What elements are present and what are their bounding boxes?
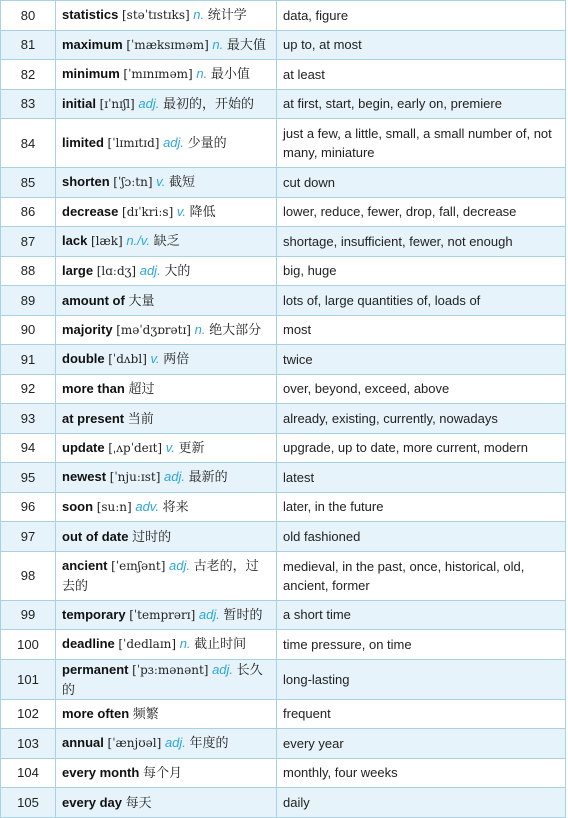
part-of-speech: adj. [163,135,185,150]
phonetic: [stəˈtɪstɪks] [122,8,190,23]
table-row [1,197,566,227]
row-number: 85 [1,168,56,198]
synonyms-cell: already, existing, currently, nowadays [277,404,566,434]
chinese-meaning: 每天 [125,794,152,810]
row-number: 82 [1,60,56,90]
word-cell [56,729,277,759]
table-row [1,286,566,316]
table-row [1,60,566,90]
row-number: 101 [1,659,56,699]
word-cell [56,345,277,375]
phonetic: [ˌʌpˈdeɪt] [108,440,163,455]
english-word: annual [62,735,104,751]
synonyms-cell: shortage, insufficient, fewer, not enough [277,227,566,257]
table-row [1,374,566,404]
table-row [1,433,566,463]
english-word: maximum [62,36,123,52]
word-cell [56,600,277,630]
chinese-meaning: 截短 [168,174,195,190]
phonetic: [dɪˈkriːs] [122,204,174,219]
chinese-meaning: 绝大部分 [209,321,262,337]
part-of-speech: adj. [212,661,234,677]
word-cell [56,788,277,818]
table-row [1,30,566,60]
row-number: 80 [1,1,56,31]
english-word: newest [62,469,107,485]
english-word: majority [62,321,113,337]
word-cell [56,374,277,404]
row-number: 98 [1,551,56,600]
part-of-speech: n./v. [126,233,150,249]
row-number: 102 [1,699,56,729]
row-number: 97 [1,522,56,552]
phonetic: [ˈdʌbl] [108,352,147,367]
phonetic: [ˈpɜːmənənt] [132,662,209,677]
chinese-meaning: 最大值 [226,36,266,52]
table-row [1,119,566,168]
table-row [1,168,566,198]
row-number: 86 [1,197,56,227]
english-word: limited [62,135,104,150]
chinese-meaning: 最新的 [188,469,228,485]
chinese-meaning: 将来 [162,498,189,514]
synonyms-cell: medieval, in the past, once, historical, old, ancient, former [277,551,566,600]
english-word: every day [62,794,122,810]
row-number: 104 [1,758,56,788]
word-cell [56,30,277,60]
word-cell [56,758,277,788]
part-of-speech: n. [194,321,206,337]
english-word: decrease [62,203,119,219]
synonyms-cell: latest [277,463,566,493]
synonyms-cell: old fashioned [277,522,566,552]
row-number: 105 [1,788,56,818]
word-cell [56,630,277,660]
word-cell [56,551,277,600]
part-of-speech: v. [165,439,175,455]
chinese-meaning: 缺乏 [153,233,180,249]
synonyms-cell: time pressure, on time [277,630,566,660]
chinese-meaning: 最小值 [210,66,250,82]
phonetic: [læk] [90,234,123,249]
row-number: 91 [1,345,56,375]
english-word: out of date [62,528,129,544]
table-row [1,227,566,257]
word-cell [56,60,277,90]
english-word: ancient [62,558,108,573]
synonyms-cell: daily [277,788,566,818]
chinese-meaning: 截止时间 [194,636,247,652]
row-number: 93 [1,404,56,434]
part-of-speech: adj. [169,558,190,573]
phonetic: [ˈænjʊəl] [107,736,162,751]
synonyms-cell: frequent [277,699,566,729]
chinese-meaning: 降低 [189,203,216,219]
table-row [1,463,566,493]
synonyms-cell: up to, at most [277,30,566,60]
phonetic: [ˈtemprərɪ] [129,607,196,622]
row-number: 83 [1,89,56,119]
row-number: 99 [1,600,56,630]
chinese-meaning: 暂时的 [223,606,263,622]
synonyms-cell: later, in the future [277,492,566,522]
word-cell [56,197,277,227]
row-number: 87 [1,227,56,257]
word-cell [56,315,277,345]
part-of-speech: adj. [164,469,185,485]
chinese-meaning: 更新 [178,439,205,455]
synonyms-cell: at first, start, begin, early on, premiere [277,89,566,119]
phonetic: [suːn] [96,499,132,514]
part-of-speech: n. [212,36,224,52]
table-row [1,699,566,729]
word-cell [56,699,277,729]
english-word: permanent [62,661,129,677]
english-word: lack [62,233,88,249]
row-number: 92 [1,374,56,404]
synonyms-cell: upgrade, up to date, more current, modern [277,433,566,463]
row-number: 84 [1,119,56,168]
table-row [1,492,566,522]
chinese-meaning: 每个月 [142,765,182,781]
chinese-meaning: 当前 [127,410,154,426]
chinese-meaning: 大量 [128,292,155,308]
synonyms-cell: big, huge [277,256,566,286]
part-of-speech: adj. [138,95,160,111]
chinese-meaning: 频繁 [132,706,159,722]
part-of-speech: adj. [164,735,186,751]
synonyms-cell: long-lasting [277,659,566,699]
table-row [1,600,566,630]
part-of-speech: adj. [139,262,161,278]
english-word: amount of [62,292,125,308]
synonyms-cell: data, figure [277,1,566,31]
row-number: 94 [1,433,56,463]
english-word: more than [62,381,125,397]
chinese-meaning: 少量的 [187,135,227,150]
phonetic: [ˈdedlaɪn] [118,637,177,652]
part-of-speech: v. [176,203,187,219]
table-row [1,659,566,699]
synonyms-cell: just a few, a little, small, a small number of, not many, miniature [277,119,566,168]
synonyms-cell: over, beyond, exceed, above [277,374,566,404]
synonyms-cell: monthly, four weeks [277,758,566,788]
phonetic: [ˈnjuːɪst] [109,470,161,485]
part-of-speech: v. [156,174,166,190]
word-cell [56,168,277,198]
part-of-speech: n. [179,636,191,652]
table-row [1,551,566,600]
synonyms-cell: every year [277,729,566,759]
english-word: soon [62,498,94,514]
chinese-meaning: 长久的 [62,661,263,697]
chinese-meaning: 最初的，开始的 [162,95,254,111]
word-cell [56,492,277,522]
table-row [1,729,566,759]
english-word: minimum [62,66,120,82]
english-word: initial [62,95,96,111]
row-number: 103 [1,729,56,759]
table-row [1,758,566,788]
chinese-meaning: 古老的，过去的 [62,558,259,593]
table-row [1,404,566,434]
synonyms-cell: lower, reduce, fewer, drop, fall, decrease [277,197,566,227]
word-cell [56,522,277,552]
chinese-meaning: 超过 [128,381,155,397]
table-row [1,1,566,31]
row-number: 96 [1,492,56,522]
part-of-speech: adv. [135,498,159,514]
phonetic: [ɪˈnɪʃl] [99,96,135,111]
table-row [1,256,566,286]
table-row [1,89,566,119]
table-row [1,522,566,552]
synonyms-cell: a short time [277,600,566,630]
english-word: every month [62,765,140,781]
synonyms-cell: cut down [277,168,566,198]
phonetic: [ˈʃɔːtn] [113,175,153,190]
phonetic: [lɑːdʒ] [96,263,137,278]
english-word: more often [62,706,130,722]
table-row [1,788,566,818]
english-word: large [62,262,94,278]
chinese-meaning: 大的 [164,262,191,278]
phonetic: [ˈlɪmɪtɪd] [107,136,160,150]
part-of-speech: n. [196,66,208,82]
english-word: update [62,439,105,455]
phonetic: [ˈeɪnʃənt] [111,559,166,573]
phonetic: [məˈdʒɒrətɪ] [116,322,191,337]
synonyms-cell: lots of, large quantities of, loads of [277,286,566,316]
english-word: temporary [62,606,126,622]
word-cell [56,659,277,699]
part-of-speech: n. [193,7,205,23]
part-of-speech: adj. [198,606,220,622]
part-of-speech: v. [150,351,160,367]
row-number: 89 [1,286,56,316]
row-number: 100 [1,630,56,660]
table-row [1,345,566,375]
word-cell [56,227,277,257]
english-word: at present [62,410,125,426]
word-cell [56,463,277,493]
english-word: double [62,351,105,367]
word-cell [56,119,277,168]
synonyms-cell: at least [277,60,566,90]
row-number: 88 [1,256,56,286]
phonetic: [ˈmæksɪməm] [126,37,209,52]
synonyms-cell: most [277,315,566,345]
word-cell [56,89,277,119]
table-row [1,315,566,345]
synonyms-cell: twice [277,345,566,375]
chinese-meaning: 统计学 [207,7,247,23]
chinese-meaning: 年度的 [189,735,229,751]
chinese-meaning: 过时的 [132,528,172,544]
row-number: 95 [1,463,56,493]
row-number: 90 [1,315,56,345]
word-cell [56,286,277,316]
word-cell [56,256,277,286]
phonetic: [ˈmɪnɪməm] [123,67,193,82]
word-cell [56,404,277,434]
chinese-meaning: 两倍 [163,351,190,367]
english-word: shorten [62,174,110,190]
row-number: 81 [1,30,56,60]
word-cell [56,433,277,463]
english-word: statistics [62,7,119,23]
table-row [1,630,566,660]
word-cell [56,1,277,31]
english-word: deadline [62,636,115,652]
